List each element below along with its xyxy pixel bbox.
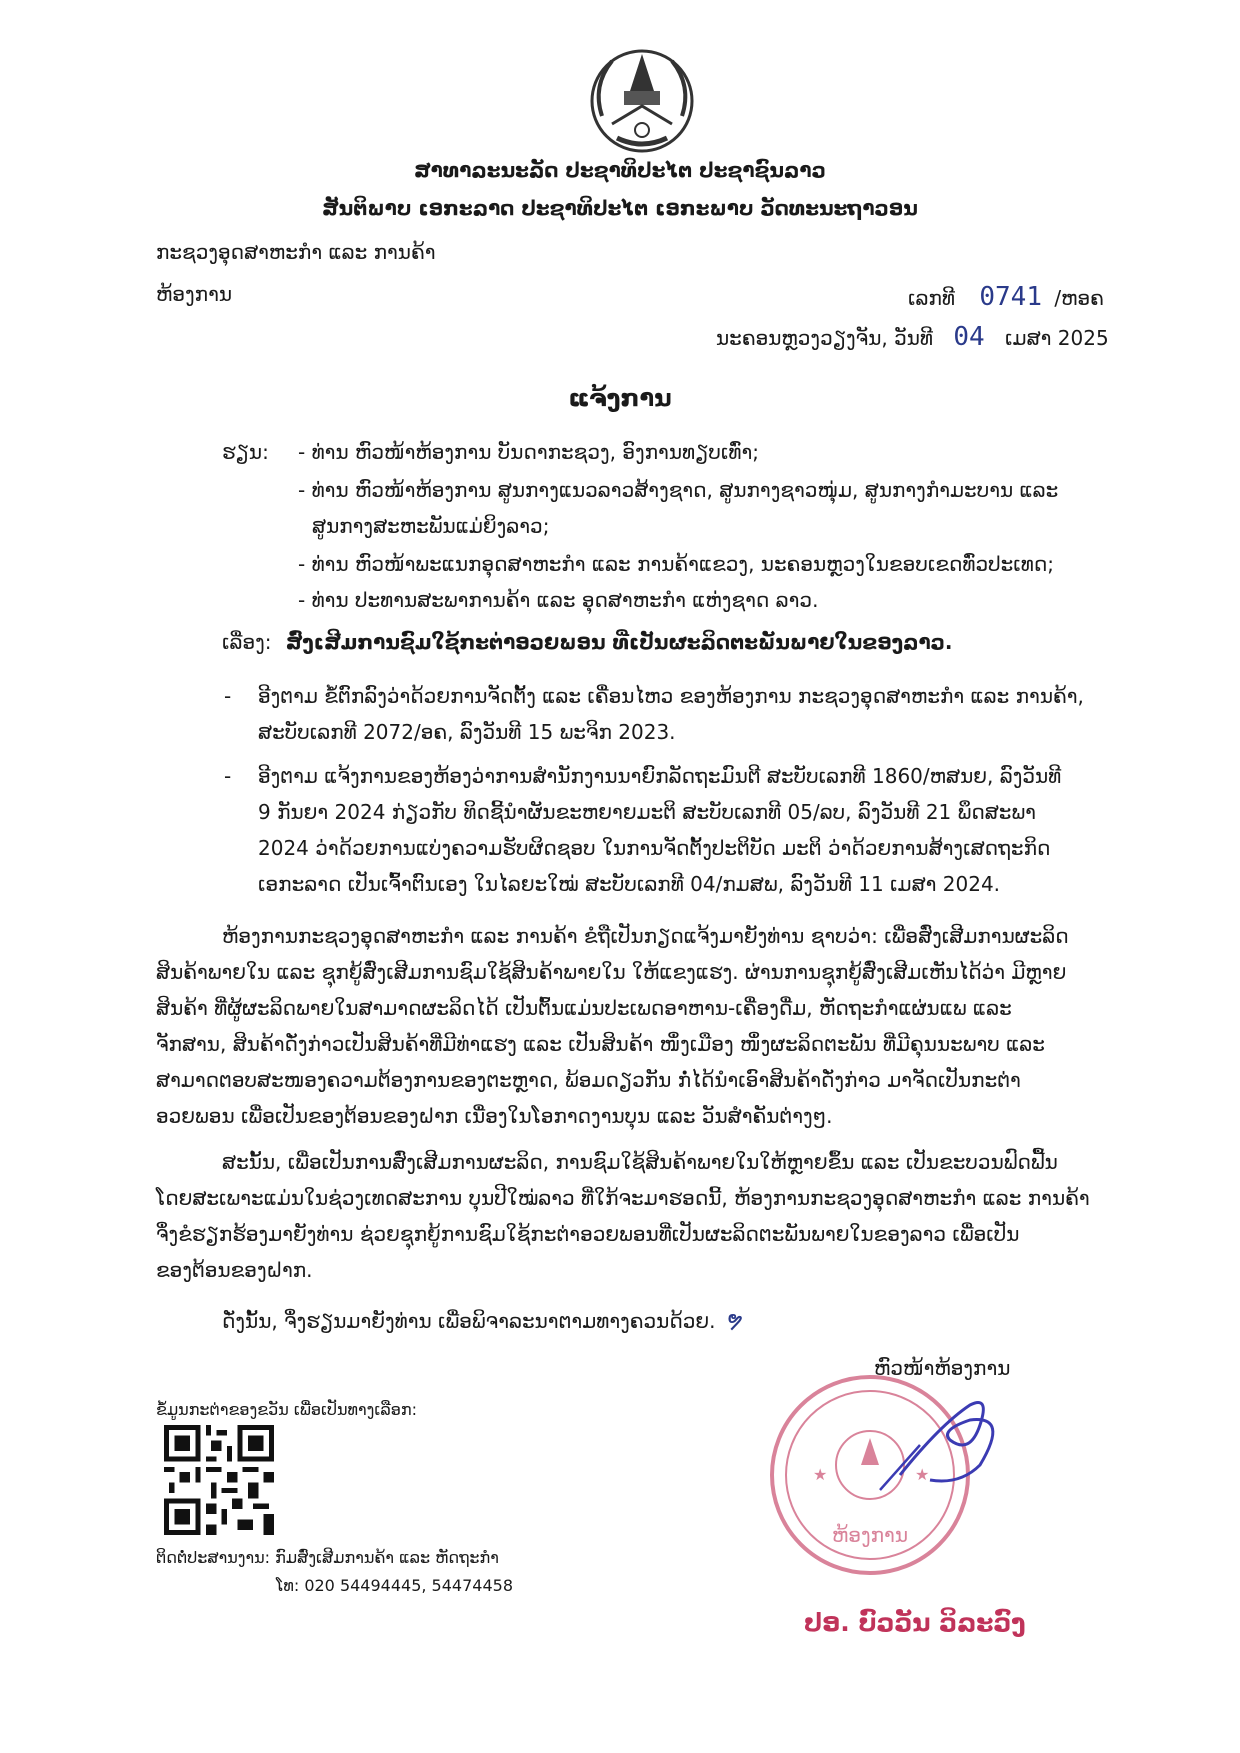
handwritten-signature [860, 1385, 1020, 1505]
reference-line: ອີງຕາມ ຂໍ້ຕົກລົງວ່າດ້ວຍການຈັດຕັ້ງ ແລະ ເຄື່ອນໄຫວ ຂອງຫ້ອງການ ກະຊວງອຸດສາຫະກຳ ແລະ ການຄ້າ, [258, 684, 1084, 708]
reference-dash: - [224, 764, 232, 788]
signer-name: ປອ. ບົວວັນ ວິລະວົງ [804, 1608, 1026, 1637]
place-date [716, 322, 1109, 353]
body-line: ຂອງຕ້ອນຂອງຝາກ. [156, 1258, 313, 1282]
recipient-item: - ທ່ານ ປະທານສະພາການຄ້າ ແລະ ອຸດສາຫະກຳ ແຫ່ງຊາດ ລາວ. [298, 588, 819, 612]
number-label: ເລກທີ [908, 286, 956, 310]
closing-line [222, 1306, 742, 1335]
body-line: ສິນຄ້າ ທີ່ຜູ້ຜະລິດພາຍໃນສາມາດຜະລິດໄດ້ ເປັນຕົ້ນແມ່ນປະເພດອາຫານ-ເຄື່ອງດື່ມ, ຫັດຖະກຳແຜ່ນແພ ແລະ [156, 996, 1012, 1020]
country-line: ສາທາລະນະລັດ ປະຊາທິປະໄຕ ປະຊາຊົນລາວ [414, 158, 826, 182]
motto-line: ສັນຕິພາບ ເອກະລາດ ປະຊາທິປະໄຕ ເອກະພາບ ວັດທະນະຖາວອນ [322, 196, 918, 220]
body-line: ສາມາດຕອບສະໜອງຄວາມຕ້ອງການຂອງຕະຫຼາດ, ພ້ອມດຽວກັນ ກໍ່ໄດ້ນຳເອົາສິນຄ້າດັ່ງກ່າວ ມາຈັດເປັນກະຕ່າ [156, 1068, 1021, 1092]
recipient-item: - ທ່ານ ຫົວໜ້າພະແນກອຸດສາຫະກຳ ແລະ ການຄ້າແຂວງ, ນະຄອນຫຼວງໃນຂອບເຂດທົ່ວປະເທດ; [298, 552, 1055, 576]
body-line: ຫ້ອງການກະຊວງອຸດສາຫະກຳ ແລະ ການຄ້າ ຂໍຖືເປັນກຽດແຈ້ງມາຍັງທ່ານ ຊາບວ່າ: ເພື່ອສົ່ງເສີມການຜະລິດ [222, 924, 1069, 948]
place-date-prefix: ນະຄອນຫຼວງວຽງຈັນ, ວັນທີ [716, 326, 934, 350]
qr-code[interactable] [164, 1425, 274, 1535]
ministry-name: ກະຊວງອຸດສາຫະກຳ ແລະ ການຄ້າ [156, 240, 436, 264]
signer-role: ຫົວໜ້າຫ້ອງການ [874, 1356, 1011, 1380]
recipient-item: - ທ່ານ ຫົວໜ້າຫ້ອງການ ສູນກາງແນວລາວສ້າງຊາດ, ສູນກາງຊາວໜຸ່ມ, ສູນກາງກຳມະບານ ແລະ [298, 478, 1059, 502]
reference-line: ອີງຕາມ ແຈ້ງການຂອງຫ້ອງວ່າການສຳນັກງານນາຍົກລັດຖະມົນຕີ ສະບັບເລກທີ 1860/ຫສນຍ, ລົງວັນທີ [258, 764, 1062, 788]
svg-text:★: ★ [915, 1465, 930, 1484]
recipient-item: - ທ່ານ ຫົວໜ້າຫ້ອງການ ບັນດາກະຊວງ, ອົງການທຽບເທົ່າ; [298, 440, 760, 464]
day-value: 04 [953, 322, 985, 352]
body-line: ສະນັ້ນ, ເພື່ອເປັນການສົ່ງເສີມການຜະລິດ, ການຊົມໃຊ້ສິນຄ້າພາຍໃນໃຫ້ຫຼາຍຂຶ້ນ ແລະ ເປັນຂະບວນຟົດຟື້ນ [222, 1150, 1058, 1174]
recipient-item-continued: ສູນກາງສະຫະພັນແມ່ຍິງລາວ; [312, 514, 550, 538]
body-line: ຈຶ່ງຂໍຮຽກຮ້ອງມາຍັງທ່ານ ຊ່ວຍຊຸກຍູ້ການຊົມໃຊ້ກະຕ່າອວຍພອນທີ່ເປັນຜະລິດຕະພັນພາຍໃນຂອງລາວ ເພື່ອເປັນ [156, 1222, 1020, 1246]
national-emblem [582, 46, 702, 156]
reference-line: ສະບັບເລກທີ 2072/ອຄ, ລົງວັນທີ 15 ພະຈິກ 2023. [258, 720, 676, 744]
number-value: 0741 [979, 282, 1042, 312]
recipients-label: ຮຽນ: [222, 440, 269, 464]
contact-phone: ໂທ: 020 54494445, 54474458 [276, 1576, 513, 1595]
subject-line [222, 630, 953, 654]
reference-dash: - [224, 684, 232, 708]
office-name: ຫ້ອງການ [156, 282, 233, 306]
reference-line: ເອກະລາດ ເປັນເຈົ້າຕົນເອງ ໃນໄລຍະໃໝ່ ສະບັບເລກທີ 04/ກມສພ, ລົງວັນທີ 11 ເມສາ 2024. [258, 872, 1001, 896]
body-line: ອວຍພອນ ເພື່ອເປັນຂອງຕ້ອນຂອງຝາກ ເນື່ອງໃນໂອກາດງານບຸນ ແລະ ວັນສຳຄັນຕ່າງໆ. [156, 1104, 833, 1128]
stamp-word: ຫ້ອງການ [831, 1523, 909, 1547]
closing-text: ດັ່ງນັ້ນ, ຈຶ່ງຮຽນມາຍັງທ່ານ ເພື່ອພິຈາລະນາຕາມທາງຄວນດ້ວຍ. [222, 1309, 716, 1333]
body-line: ໂດຍສະເພາະແມ່ນໃນຊ່ວງເທດສະການ ບຸນປີໃໝ່ລາວ ທີ່ໃກ້ຈະມາຮອດນີ້, ຫ້ອງການກະຊວງອຸດສາຫະກຳ ແລະ ການຄ້າ [156, 1186, 1090, 1210]
month-year: ເມສາ 2025 [1005, 326, 1109, 350]
subject-text: ສົ່ງເສີມການຊົມໃຊ້ກະຕ່າອວຍພອນ ທີ່ເປັນຜະລິດຕະພັນພາຍໃນຂອງລາວ. [285, 630, 953, 654]
body-line: ສິນຄ້າພາຍໃນ ແລະ ຊຸກຍູ້ສົ່ງເສີມການຊົມໃຊ້ສິນຄ້າພາຍໃນ ໃຫ້ແຂງແຮງ. ຜ່ານການຊຸກຍູ້ສົ່ງເສີມເຫັນໄດ້ວ່າ ມີຫຼາຍ [156, 960, 1067, 984]
svg-text:★: ★ [813, 1465, 828, 1484]
number-suffix: /ຫອຄ [1054, 286, 1104, 310]
document-number [908, 282, 1104, 313]
document-title: ແຈ້ງການ [568, 384, 672, 412]
reference-line: 2024 ວ່າດ້ວຍການແບ່ງຄວາມຮັບຜິດຊອບ ໃນການຈັດຕັ້ງປະຕິບັດ ມະຕິ ວ່າດ້ວຍການສ້າງເສດຖະກິດ [258, 836, 1051, 860]
reference-line: 9 ກັນຍາ 2024 ກ່ຽວກັບ ທິດຊີ້ນຳຜັນຂະຫຍາຍມະຕິ ສະບັບເລກທີ 05/ລບ, ລົງວັນທີ 21 ພຶດສະພາ [258, 800, 1036, 824]
qr-note: ຂໍ້ມູນກະຕ່າຂອງຂວັນ ເພື່ອເປັນທາງເລືອກ: [156, 1400, 418, 1419]
contact-label: ຕິດຕໍ່ປະສານງານ: ກົມສົ່ງເສີມການຄ້າ ແລະ ຫັດຖະກຳ [156, 1548, 499, 1567]
closing-mark: ຯ [727, 1306, 743, 1334]
body-line: ຈັກສານ, ສິນຄ້າດັ່ງກ່າວເປັນສິນຄ້າທີ່ມີທ່າແຮງ ແລະ ເປັນສິນຄ້າ ໜຶ່ງເມືອງ ໜຶ່ງຜະລິດຕະພັນ ທີ່ມີຄຸນນະພາບ ແລະ [156, 1032, 1045, 1056]
subject-label: ເລື່ອງ: [222, 630, 272, 654]
